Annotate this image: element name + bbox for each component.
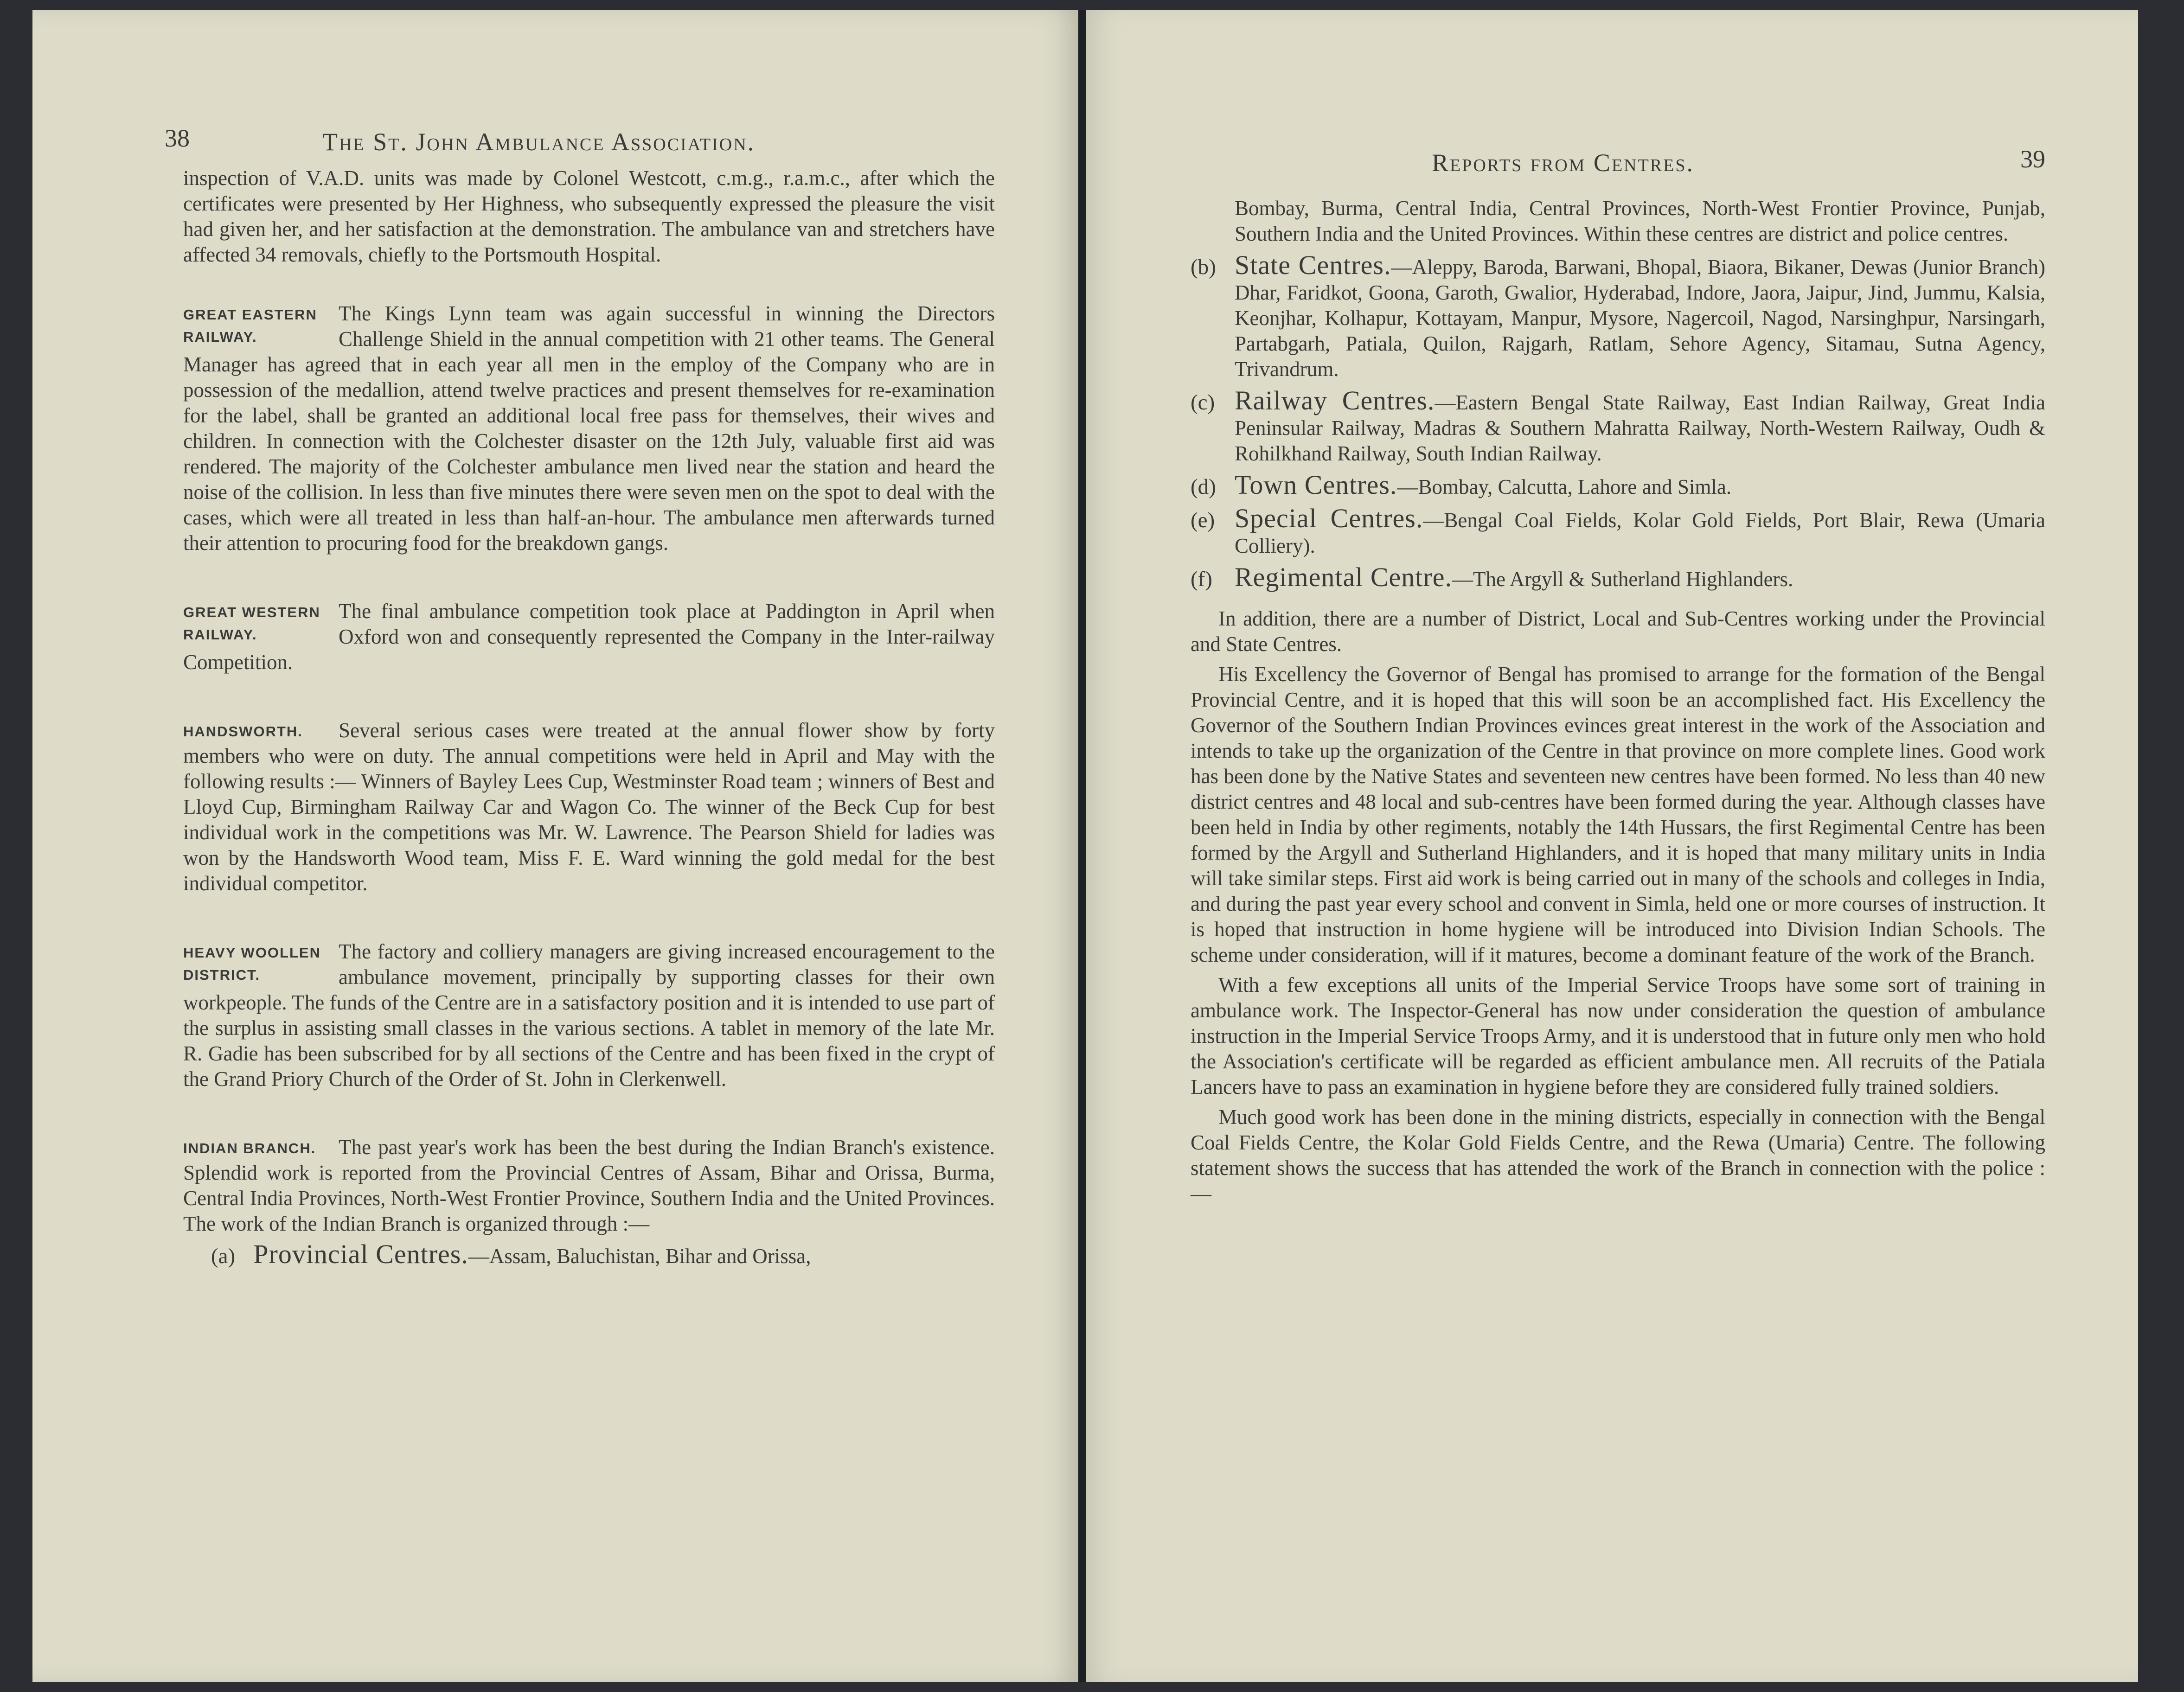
section-heading: HEAVY WOOLLEN DISTRICT. [183, 945, 321, 983]
category-tag: (c) [1191, 390, 1215, 415]
category-label: State Centres. [1235, 250, 1391, 280]
category-label: Railway Centres. [1235, 385, 1435, 415]
page-number: 39 [2020, 145, 2045, 173]
category-label: Provincial Centres. [253, 1239, 468, 1269]
running-head [165, 124, 995, 166]
running-title: The St. John Ambulance Association. [322, 128, 756, 156]
section-indian-branch [183, 1135, 995, 1237]
body-paragraph: Much good work has been done in the mining districts, especially in connection with the Bengal Coal Fields Centre, the Kolar Gold Fields Centre, and the Rewa (Umaria) Centre. The following statement shows the success that has attended the work of the Branch in connection with the police :— [1191, 1105, 2045, 1205]
category-special [1191, 505, 2045, 559]
section-great-eastern [183, 301, 995, 556]
section-heading: GREAT EASTERN RAILWAY. [183, 306, 317, 345]
section-handsworth [183, 718, 995, 896]
running-head [1191, 145, 2045, 196]
section-heading: GREAT WESTERN RAILWAY. [183, 604, 320, 643]
running-title: Reports from Centres. [1432, 149, 1694, 177]
category-text: —Assam, Baluchistan, Bihar and Orissa, [468, 1245, 811, 1268]
book-gutter [1078, 10, 1086, 1682]
category-regimental [1191, 564, 2045, 592]
section-text: The final ambulance competition took place at Paddington in April when Oxford won and consequently represented the Company in the Inter-railway Competition. [183, 600, 995, 674]
body-paragraph: With a few exceptions all units of the Imperial Service Troops have some sort of training in ambulance work. The Inspector-General has now under consideration the question of ambulance instruction in the Imperial Service Troops Army, and it is understood that in future only men who hold the Association's certificate will be regarded as efficient ambulance men. All recruits of the Patiala Lancers have to pass an examination in hygiene before they are considered fully trained soldiers. [1191, 973, 2045, 1098]
section-text: The factory and colliery managers are giving increased encouragement to the ambulance movement, principally by supporting classes for their own workpeople. The funds of the Centre are in a satisfactory position and it is intended to use part of the surplus in assisting small classes in the various sections. A tablet in memory of the late Mr. R. Gadie has been subscribed for by all sections of the Centre and has been fixed in the crypt of the Grand Priory Church of the Order of St. John in Clerkenwell. [183, 940, 995, 1091]
section-heavy-woollen [183, 939, 995, 1092]
section-heading: HANDSWORTH. [183, 723, 303, 740]
section-great-western [183, 599, 995, 675]
category-tag: (f) [1191, 567, 1212, 591]
intro-paragraph: inspection of V.A.D. units was made by Colonel Westcott, c.m.g., r.a.m.c., after which the certificates were presented by Her Highness, who subsequently expressed the pleasure the visit had given her, and her satisfaction at the demonstration. The ambulance van and stretchers have affected 34 removals, chiefly to the Portsmouth Hospital. [183, 166, 995, 266]
section-text: The Kings Lynn team was again successful in winning the Directors Challenge Shield in the annual competition with 21 other teams. The General Manager has agreed that in each year all men in the employ of the Company who are in possession of the medallion, attend twelve practices and present themselves for re-examination for the label, shall be granted an additional local free pass for themselves, their wives and children. In connection with the Colchester disaster on the 12th July, valuable first aid was rendered. The majority of the Colchester ambulance men lived near the station and heard the noise of the collision. In less than five minutes there were seven men on the spot to deal with the cases, which were all treated in less than half-an-hour. The ambulance men afterwards turned their attention to procuring food for the breakdown gangs. [183, 302, 995, 555]
category-label: Special Centres. [1235, 503, 1423, 533]
body-paragraph: His Excellency the Governor of Bengal has promised to arrange for the formation of the Bengal Provincial Centre, and it is hoped that this will soon be an accomplished fact. His Excellency the Governor of the Southern Indian Provinces evinces great interest in the work of the Association and intends to take up the organization of the Centre in that province on more complete lines. Good work has been done by the Native States and seventeen new centres have been formed. No less than 40 new district centres and 48 local and sub-centres have been formed during the year. Although classes have been held in India by other regiments, notably the 14th Hussars, the first Regimental Centre has been formed by the Argyll and Sutherland Highlanders, and it is hoped that many military units in India will take similar steps. First aid work is being carried out in many of the schools and colleges in India, and during the past year every school and convent in Simla, held one or more courses of instruction. It is hoped that instruction in home hygiene will be introduced into Division Indian Schools. The scheme under consideration, will if it matures, become a dominant feature of the work of the Branch. [1191, 663, 2045, 966]
category-tag: (e) [1191, 508, 1215, 532]
category-text: —Eastern Bengal State Railway, East Indian Railway, Great India Peninsular Railway, Madras & Southern Mahratta Railway, North-Western Railway, Oudh & Rohilkhand Railway, South Indian Railway. [1235, 391, 2045, 465]
category-label: Regimental Centre. [1235, 562, 1452, 592]
category-state [1191, 252, 2045, 382]
section-text: Several serious cases were treated at the annual flower show by forty members who were on duty. The annual competitions were held in April and May with the following results :— Winners of Bayley Lees Cup, Westminster Road team ; winners of Best and Lloyd Cup, Birmingham Railway Car and Wagon Co. The winner of the Beck Cup for best individual work in the competitions was Mr. W. Lawrence. The Pearson Shield for ladies was won by the Handsworth Wood team, Miss F. E. Ward winning the gold medal for the best individual competitor. [183, 719, 995, 895]
category-tag: (d) [1191, 475, 1216, 499]
category-town [1191, 472, 2045, 500]
category-tag: (b) [1191, 255, 1216, 279]
body-paragraph: In addition, there are a number of District, Local and Sub-Centres working under the Provincial and State Centres. [1191, 607, 2045, 656]
continuation-paragraph: Bombay, Burma, Central India, Central Provinces, North-West Frontier Province, Punjab, Southern India and the United Provinces. Within these centres are district and police centres. [1235, 197, 2045, 245]
section-heading: INDIAN BRANCH. [183, 1140, 316, 1156]
right-page [1086, 10, 2138, 1682]
category-text: —Bengal Coal Fields, Kolar Gold Fields, Port Blair, Rewa (Umaria Colliery). [1235, 509, 2046, 557]
category-text: —The Argyll & Sutherland Highlanders. [1452, 568, 1793, 591]
category-label: Town Centres. [1235, 470, 1397, 500]
left-page [32, 10, 1078, 1682]
category-text: —Aleppy, Baroda, Barwani, Bhopal, Biaora, Bikaner, Dewas (Junior Branch) Dhar, Faridkot, Goona, Garoth, Gwalior, Hyderabad, Indore, Jaora, Jaipur, Jind, Jummu, Kalsia, Keonjhar, Kolhapur, Kottayam, Manpur, Mysore, Nagercoil, Nagod, Narsinghpur, Narsingarh, Partabgarh, Patiala, Quilon, Rajgarh, Ratlam, Sehore Agency, Sitamau, Sutna Agency, Trivandrum. [1235, 255, 2045, 381]
page-number: 38 [165, 124, 190, 152]
section-text: The past year's work has been the best during the Indian Branch's existence. Splendid work is reported from the Provincial Centres of Assam, Bihar and Orissa, Burma, Central India Provinces, North-West Frontier Province, Southern India and the United Provinces. The work of the Indian Branch is organized through :— [183, 1136, 995, 1235]
category-tag: (a) [211, 1244, 236, 1268]
category-railway [1191, 385, 2045, 466]
category-provincial [183, 1241, 995, 1269]
category-text: —Bombay, Calcutta, Lahore and Simla. [1397, 475, 1732, 498]
